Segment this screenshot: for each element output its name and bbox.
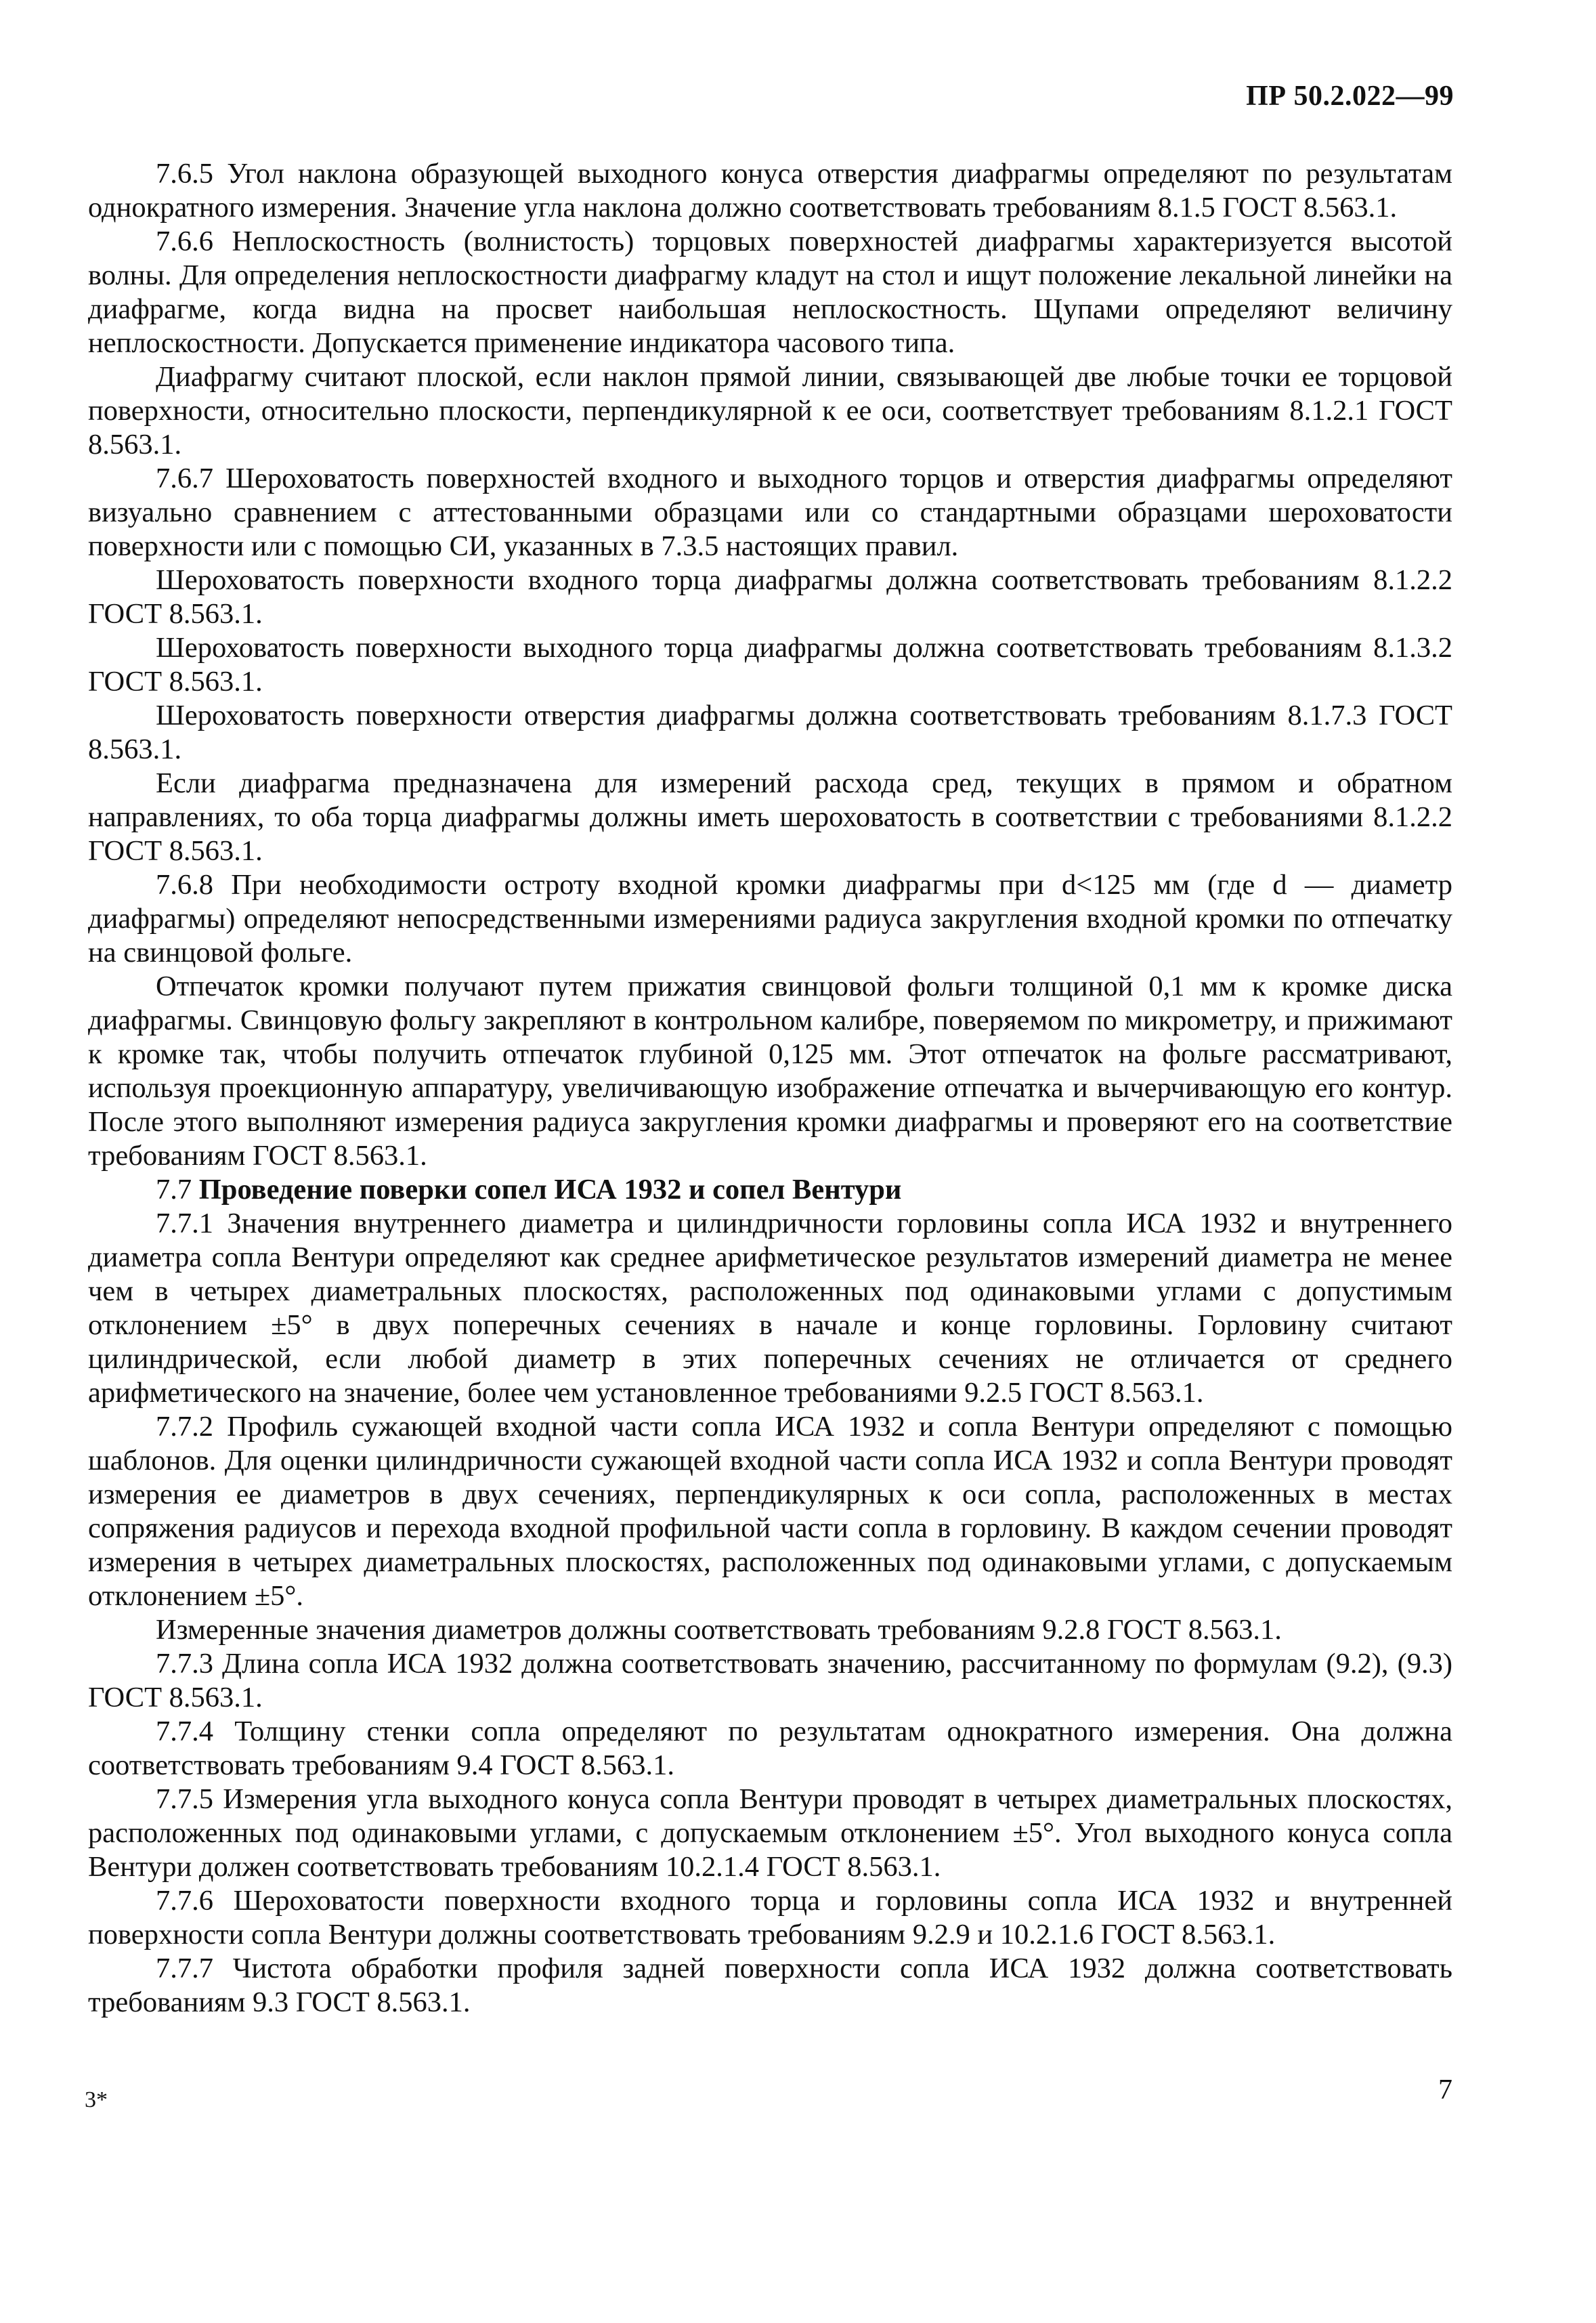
section-7-7-number: 7.7 (156, 1174, 192, 1206)
page-number: 7 (1438, 2074, 1452, 2106)
paragraph-7-7-5: 7.7.5 Измерения угла выходного конуса сопла Вентури проводят в четырех диаметральных плоскостях, расположенных под одинаковыми углами, с допускаемым отклонением ±5°. Угол выходного конуса сопла Вентури должен соответствовать требованиям 10.2.1.4 ГОСТ 8.563.1. (88, 1783, 1452, 1883)
paragraph-7-6-8: 7.6.8 При необходимости остроту входной кромки диафрагмы при d<125 мм (где d — диаметр диафрагмы) определяют непосредственными измерениями радиуса закругления входной кромки по отпечатку на свинцовой фольге. (88, 869, 1452, 968)
paragraph-7-7-6: 7.7.6 Шероховатости поверхности входного торца и горловины сопла ИСА 1932 и внутренней поверхности сопла Вентури должны соответствовать требованиям 9.2.9 и 10.2.1.6 ГОСТ 8.563.1. (88, 1885, 1452, 1951)
section-7-7-heading (88, 1173, 1452, 1207)
paragraph-7-7-7: 7.7.7 Чистота обработки профиля задней поверхности сопла ИСА 1932 должна соответствовать требованиям 9.3 ГОСТ 8.563.1. (88, 1953, 1452, 2018)
paragraph-measured-diameters: Измеренные значения диаметров должны соответствовать требованиям 9.2.8 ГОСТ 8.563.1. (156, 1614, 1282, 1646)
paragraph-7-6-7: 7.6.7 Шероховатость поверхностей входного и выходного торцов и отверстия диафрагмы определяют визуально сравнением с аттестованными образцами или со стандартными образцами шероховатости поверхности или с помощью СИ, указанных в 7.3.5 настоящих правил. (88, 463, 1452, 562)
paragraph-bore-roughness: Шероховатость поверхности отверстия диафрагмы должна соответствовать требованиям 8.1.7.3 ГОСТ 8.563.1. (88, 700, 1452, 765)
signature-mark: 3* (85, 2087, 108, 2112)
paragraph-inlet-roughness: Шероховатость поверхности входного торца диафрагмы должна соответствовать требованиям 8.1.2.2 ГОСТ 8.563.1. (88, 564, 1452, 630)
paragraph-bidirectional-flow: Если диафрагма предназначена для измерений расхода сред, текущих в прямом и обратном направлениях, то оба торца диафрагмы должны иметь шероховатость в соответствии с требованиями 8.1.2.2 ГОСТ 8.563.1. (88, 767, 1452, 867)
document-id-header: ПР 50.2.022—99 (1246, 81, 1454, 112)
paragraph-7-7-1: 7.7.1 Значения внутреннего диаметра и цилиндричности горловины сопла ИСА 1932 и внутреннего диаметра сопла Вентури определяют как среднее арифметическое результатов измерений диаметра не менее чем в четырех диаметральных плоскостях, расположенных под одинаковыми углами с допустимым отклонением ±5° в двух поперечных сечениях в начале и конце горловины. Горловину считают цилиндрической, если любой диаметр в этих поперечных сечениях не отличается от среднего арифметического на значение, более чем установленное требованиями 9.2.5 ГОСТ 8.563.1. (88, 1208, 1452, 1409)
paragraph-flatness-criterion: Диафрагму считают плоской, если наклон прямой линии, связывающей две любые точки ее торцовой поверхности, относительно плоскости, перпендикулярной к ее оси, соответствует требованиям 8.1.2.1 ГОСТ 8.563.1. (88, 361, 1452, 461)
paragraph-7-6-5: 7.6.5 Угол наклона образующей выходного конуса отверстия диафрагмы определяют по результатам однократного измерения. Значение угла наклона должно соответствовать требованиям 8.1.5 ГОСТ 8.563.1. (88, 158, 1452, 223)
paragraph-edge-imprint: Отпечаток кромки получают путем прижатия свинцовой фольги толщиной 0,1 мм к кромке диска диафрагмы. Свинцовую фольгу закрепляют в контрольном калибре, поверяемом по микрометру, и прижимают к кромке так, чтобы получить отпечаток глубиной 0,125 мм. Этот отпечаток на фольге рассматривают, используя проекционную аппаратуру, увеличивающую изображение отпечатка и вычерчивающую его контур. После этого выполняют измерения радиуса закругления кромки диафрагмы и проверяют его на соответствие требованиям ГОСТ 8.563.1. (88, 971, 1452, 1172)
paragraph-7-7-2: 7.7.2 Профиль сужающей входной части сопла ИСА 1932 и сопла Вентури определяют с помощью шаблонов. Для оценки цилиндричности сужающей входной части сопла ИСА 1932 и сопла Вентури проводят измерения ее диаметров в двух сечениях, перпендикулярных к оси сопла, расположенных в местах сопряжения радиусов и перехода входной профильной части сопла в горловину. В каждом сечении проводят измерения в четырех диаметральных плоскостях, расположенных под одинаковыми углами, с допускаемым отклонением ±5°. (88, 1411, 1452, 1612)
paragraph-7-7-4: 7.7.4 Толщину стенки сопла определяют по результатам однократного измерения. Она должна соответствовать требованиям 9.4 ГОСТ 8.563.1. (88, 1715, 1452, 1781)
paragraph-outlet-roughness: Шероховатость поверхности выходного торца диафрагмы должна соответствовать требованиям 8.1.3.2 ГОСТ 8.563.1. (88, 632, 1452, 698)
paragraph-7-7-3: 7.7.3 Длина сопла ИСА 1932 должна соответствовать значению, рассчитанному по формулам (9.2), (9.3) ГОСТ 8.563.1. (88, 1648, 1452, 1713)
section-7-7-title: Проведение поверки сопел ИСА 1932 и сопел Вентури (198, 1174, 902, 1206)
paragraph-7-6-6: 7.6.6 Неплоскостность (волнистость) торцовых поверхностей диафрагмы характеризуется высотой волны. Для определения неплоскостности диафрагму кладут на стол и ищут положение лекальной линейки на диафрагме, когда видна на просвет наибольшая неплоскостность. Щупами определяют величину неплоскостности. Допускается применение индикатора часового типа. (88, 226, 1452, 359)
document-body (88, 157, 1452, 2020)
